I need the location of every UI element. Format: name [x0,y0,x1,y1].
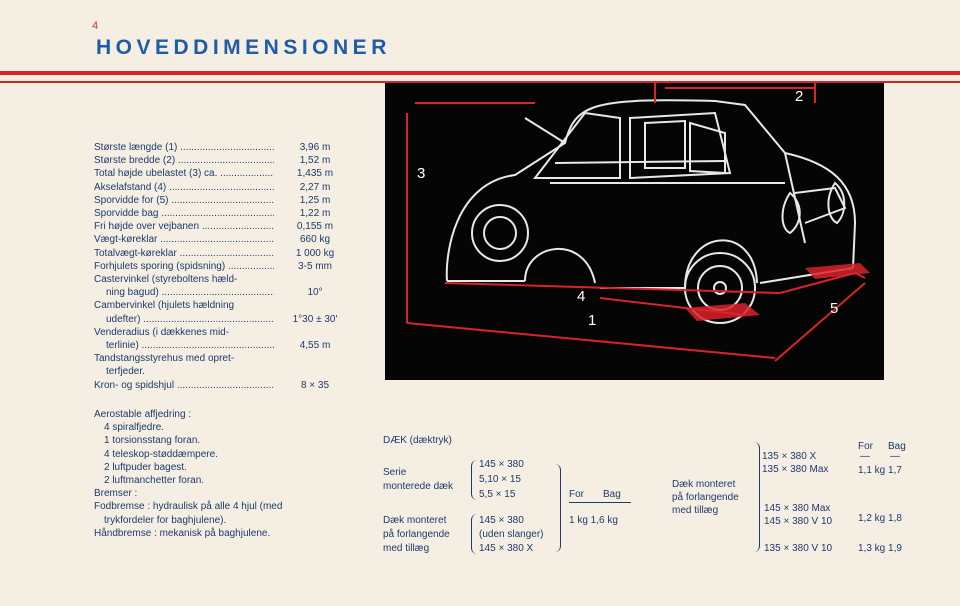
spec-label: Vægt-køreklar ..... [94,233,274,246]
spec-value [274,352,356,365]
tillaeg-size: 145 × 380 X [479,543,534,554]
car-dimension-diagram [385,83,884,380]
spec-label: Største længde (1) ..... [94,141,274,154]
spec-row [94,260,356,273]
spec-label: Sporvidde for (5) ..... [94,194,274,207]
serie-label: Serie [383,467,407,478]
spec-value [274,299,356,312]
group2-size: 145 × 380 Max [764,503,831,514]
spec-value [274,326,356,339]
suspension-item: 2 luftmanchetter foran. [104,475,205,487]
red-rule [0,71,960,75]
dim-label-3: 3 [417,165,426,182]
spec-label: Tandstangsstyrehus med opret- [94,353,235,365]
spec-row [94,141,356,154]
group1-size: 135 × 380 Max [762,464,829,475]
spec-label: Fri højde over vejbanen ..... [94,220,274,233]
tillaeg-pressure: 1 kg 1,6 kg [569,515,618,526]
group2-pressure: 1,2 kg 1,8 [858,513,902,524]
spec-row [94,352,356,365]
spec-label: Cambervinkel (hjulets hældning [94,300,235,312]
page-number: 4 [92,20,99,32]
spec-label: Akselafstand (4) ..... [94,181,274,194]
spec-label: Kron- og spidshjul ..... [94,379,274,392]
dim-label-1: 1 [588,312,597,329]
spec-label: terfjeder. [106,366,145,378]
right-label: med tillæg [672,505,719,516]
spec-value: 3,96 m [299,142,331,153]
group3-size: 135 × 380 V 10 [764,543,833,554]
serie-size: 145 × 380 [479,459,524,470]
spec-value: 660 kg [299,234,331,246]
spec-value: 1 000 kg [295,247,335,259]
suspension-heading: Aerostable affjedring : [94,409,192,420]
group1-size: 135 × 380 X [762,451,817,462]
spec-value [274,365,356,378]
spec-row [94,154,356,167]
right-label: Dæk monteret [672,479,736,490]
tillaeg-label: med tillæg [383,543,430,554]
page-title: HOVEDDIMENSIONER [96,36,391,59]
spec-value: 1,52 m [299,155,331,167]
spec-label: Total højde ubelastet (3) ca. ..... [94,167,274,180]
spec-value: 0,155 m [296,221,334,233]
spec-row [94,220,356,233]
spec-value: 3-5 mm [298,260,332,272]
spec-label: Castervinkel (styreboltens hæld- [94,274,238,286]
col-bag: Bag [603,489,621,500]
dim-label-4: 4 [577,288,586,305]
tillaeg-label: på forlangende [383,529,450,540]
col-bag-right: Bag [888,441,906,452]
spec-value: 1,22 m [299,208,331,220]
spec-value: 4,55 m [299,340,331,352]
spec-value: 10° [307,287,323,299]
spec-value: 1°30 ± 30′ [292,313,338,325]
dash: — [860,451,870,462]
brakes-front-cont: trykfordeler for baghjulene). [104,514,227,526]
group2-size: 145 × 380 V 10 [764,516,833,527]
spec-row [94,273,356,286]
spec-label: Venderadius (i dækkenes mid- [94,326,230,338]
serie-size: 5,10 × 15 [479,474,521,485]
spec-row [94,194,356,207]
spec-label: Sporvidde bag ..... [94,207,274,220]
spec-value: 1,435 m [296,168,334,180]
tyre-heading: DÆK (dæktryk) [383,435,452,446]
serie-size: 5,5 × 15 [479,489,516,500]
right-label: på forlangende [672,492,739,503]
brakes-hand: Håndbremse : mekanisk på baghjulene. [94,527,271,539]
group3-pressure: 1,3 kg 1,9 [858,543,902,554]
suspension-brakes [94,408,354,540]
tillaeg-size: 145 × 380 [479,515,524,526]
group1-pressure: 1,1 kg 1,7 [858,465,902,476]
suspension-item: 2 luftpuder bagest. [104,461,187,473]
suspension-item: 4 spiralfjedre. [104,422,165,434]
dim-label-5: 5 [830,300,839,317]
spec-label: Største bredde (2) ..... [94,154,274,167]
spec-label: udefter) ..... [94,313,274,326]
dim-label-2: 2 [795,88,804,105]
spec-label: Totalvægt-køreklar ..... [94,247,274,260]
spec-row [94,379,356,392]
spec-label: Forhjulets sporing (spidsning) ..... [94,260,274,273]
car-outline-illustration [385,83,884,380]
suspension-item: 1 torsionsstang foran. [104,435,201,447]
spec-row [94,313,356,326]
spec-label: ning bagud) ..... [94,286,274,299]
brakes-front: Fodbremse : hydraulisk på alle 4 hjul (med [94,501,283,513]
col-for-right: For [858,441,873,452]
spec-row [94,326,356,339]
col-for: For [569,489,584,500]
spec-row [94,339,356,352]
spec-row [94,247,356,260]
spec-value: 1,25 m [299,194,331,206]
suspension-item: 4 teleskop-støddæmpere. [104,448,218,460]
tillaeg-size: (uden slanger) [479,529,544,540]
spec-value: 8 × 35 [300,379,330,391]
spec-row [94,167,356,180]
serie-label: monterede dæk [383,481,454,492]
spec-row [94,207,356,220]
spec-row [94,181,356,194]
spec-row [94,286,356,299]
brakes-heading: Bremser : [94,488,138,500]
tillaeg-label: Dæk monteret [383,515,447,526]
spec-value [274,273,356,286]
spec-row [94,365,356,378]
dash: — [890,451,900,462]
spec-label: terlinie) ..... [94,339,274,352]
spec-value: 2,27 m [299,181,331,193]
spec-row [94,233,356,246]
spec-row [94,299,356,312]
specs-list [94,141,356,392]
